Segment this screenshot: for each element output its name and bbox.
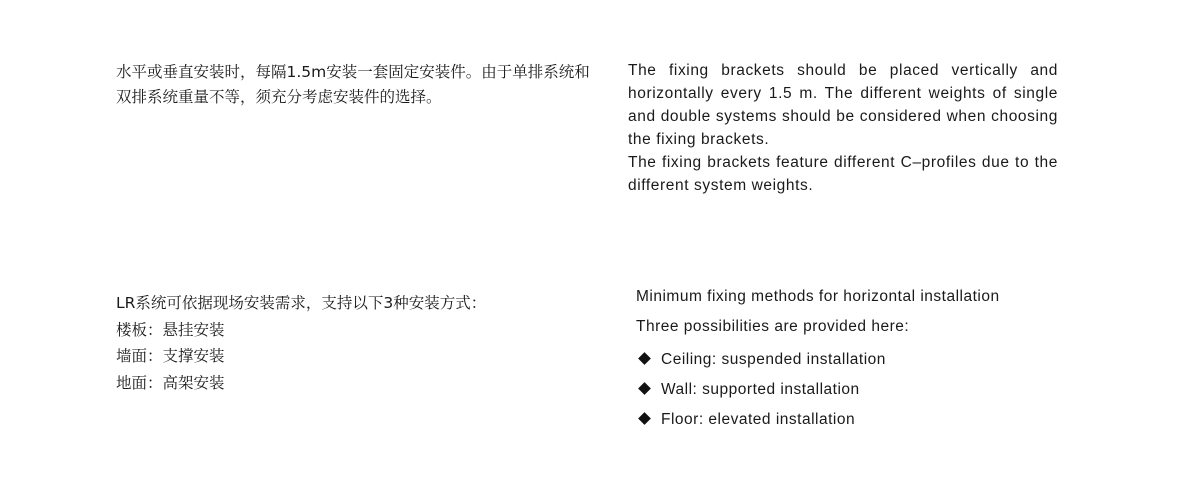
en-install-heading: Minimum fixing methods for horizontal installation: [636, 288, 1000, 305]
zh-install-item: 楼板：悬挂安装: [116, 320, 225, 339]
en-top-paragraph: [628, 59, 1058, 197]
diamond-bullet-icon: [638, 352, 651, 365]
en-install-intro: Three possibilities are provided here:: [636, 318, 910, 335]
zh-install-item: 地面：高架安装: [116, 373, 225, 392]
en-install-item-label: Wall: supported installation: [661, 381, 860, 398]
list-item: [636, 375, 1086, 405]
zh-install-item: 墙面：支撑安装: [116, 347, 225, 365]
en-install-item-label: Ceiling: suspended installation: [661, 351, 886, 368]
en-install-item-label: Floor: elevated installation: [661, 411, 856, 428]
list-item: [636, 345, 1086, 375]
diamond-bullet-icon: [638, 382, 651, 395]
zh-top-paragraph: 水平或垂直安装时，每隔1.5m安装一套固定安装件。由于单排系统和双排系统重量不等，须充分考虑安装件的选择。: [116, 63, 590, 106]
en-top-sentence-1: The fixing brackets should be placed vertically and horizontally every 1.5 m. The different weights of single and double systems should be considered when choosing the fixing brackets.: [628, 62, 1058, 148]
en-install-methods: [636, 285, 1086, 435]
en-install-list: [636, 345, 1086, 435]
zh-install-methods: [116, 290, 576, 396]
list-item: [636, 405, 1086, 435]
en-top-sentence-2: The fixing brackets feature different C–profiles due to the different system weights.: [628, 154, 1058, 194]
zh-install-intro: LR系统可依据现场安装需求，支持以下3种安装方式：: [116, 294, 487, 312]
diamond-bullet-icon: [638, 412, 651, 425]
